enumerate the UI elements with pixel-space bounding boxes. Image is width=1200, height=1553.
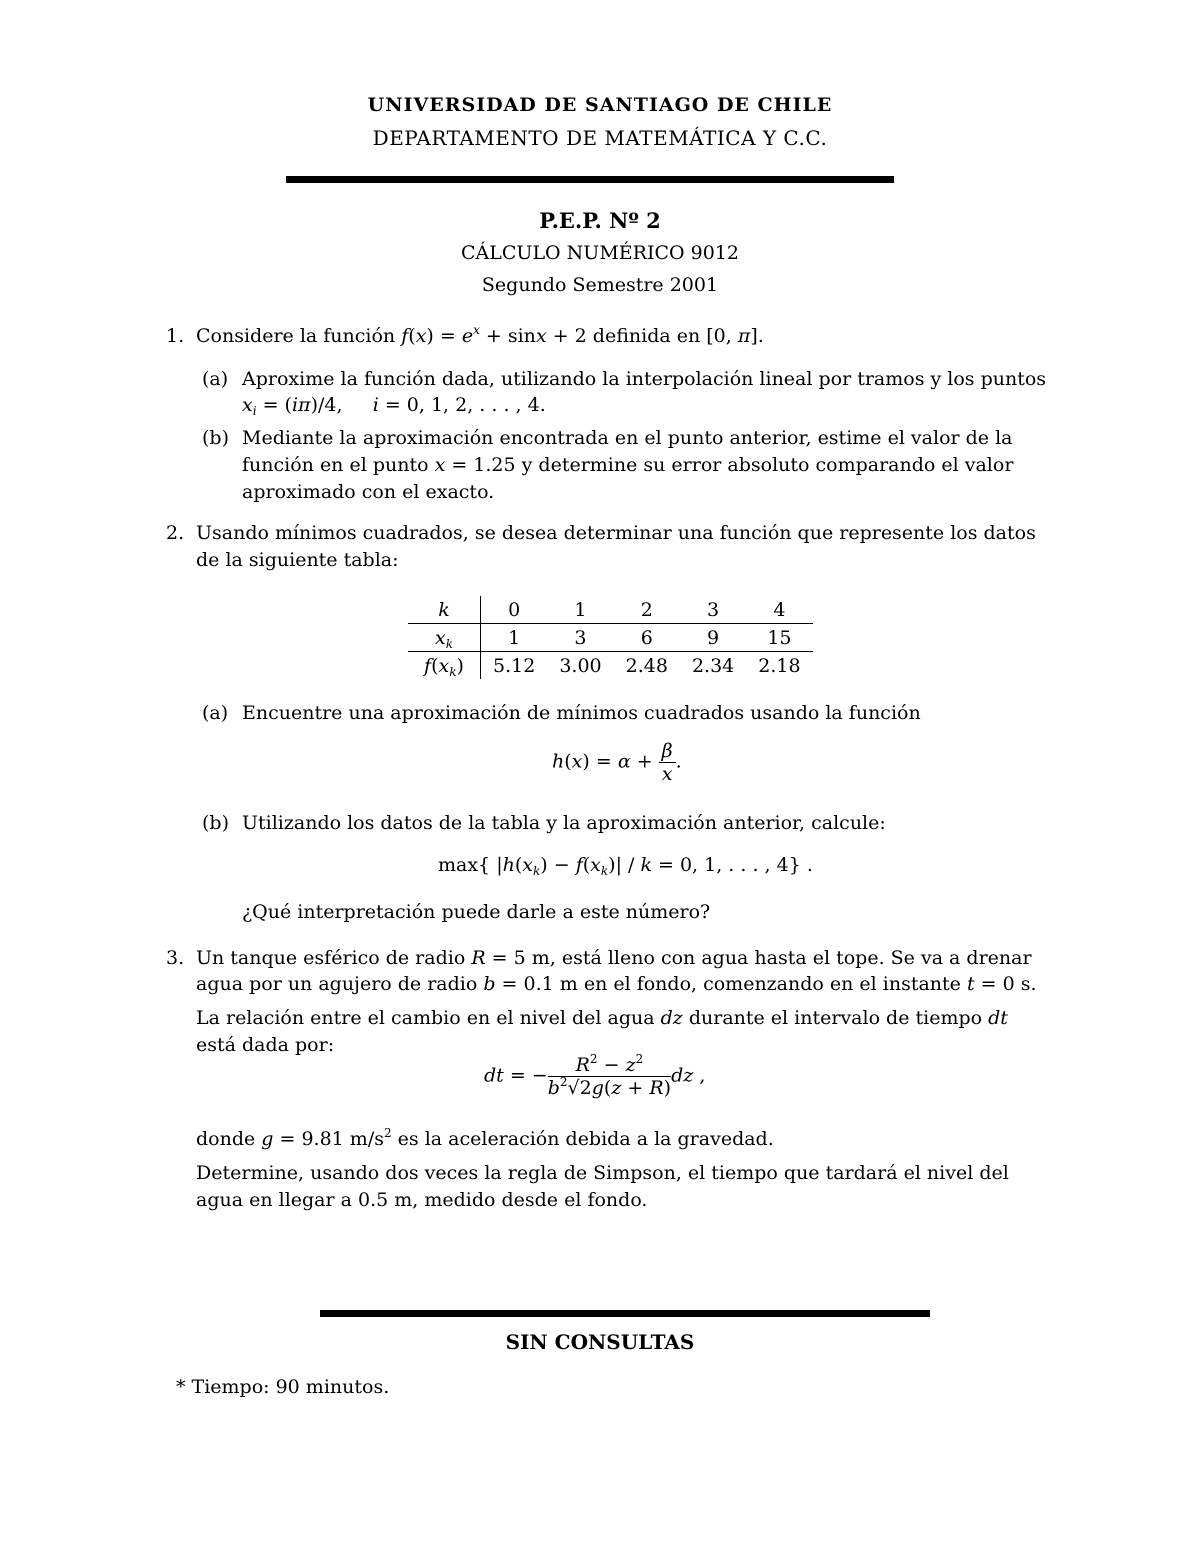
- table-cell: 4: [746, 596, 812, 624]
- problem-2b-label: (b): [202, 812, 229, 834]
- problem-2-line1: Usando mínimos cuadrados, se desea determinar una función que represente los datos: [196, 522, 1036, 544]
- table-row: [408, 596, 813, 624]
- problem-1-number: 1.: [166, 325, 185, 347]
- problem-1b-label: (b): [202, 427, 229, 449]
- semester: Segundo Semestre 2001: [481, 274, 719, 296]
- table-cell: 3: [547, 624, 613, 652]
- table-cell: 2.34: [691, 654, 735, 677]
- problem-3-line1: Un tanque esférico de radio R = 5 m, está lleno con agua hasta el tope. Se va a drenar: [196, 947, 1032, 969]
- problem-3-number: 3.: [166, 947, 185, 969]
- table-cell: 9: [680, 624, 746, 652]
- table-cell: 3: [680, 596, 746, 624]
- table-header-xk: $x_k$: [408, 624, 481, 652]
- problem-2-number: 2.: [166, 522, 185, 544]
- problem-1b-line1: Mediante la aproximación encontrada en el punto anterior, estime el valor de la: [242, 427, 1013, 449]
- problem-3-line7: agua en llegar a 0.5 m, medido desde el fondo.: [196, 1189, 648, 1211]
- table-row: [408, 652, 813, 680]
- table-cell: 3.00: [559, 654, 602, 677]
- problem-1-statement: Considere la función $f(x) = e^x + \sin x + 2$ definida en [0, π].: [196, 323, 764, 347]
- table-cell: 1: [547, 596, 613, 624]
- problem-3-line5: donde g = 9.81 $m/s^2$ es la aceleración debida a la gravedad.: [196, 1126, 774, 1150]
- table-cell: 5.12: [493, 654, 536, 677]
- problem-3-line4: está dada por:: [196, 1034, 335, 1056]
- table-cell: 2.18: [758, 654, 801, 677]
- data-table-wrapper: [408, 596, 813, 679]
- problem-1a-label: (a): [202, 368, 229, 390]
- table-cell: 2: [614, 596, 680, 624]
- table-header-k: k: [408, 596, 481, 624]
- problem-2-question: ¿Qué interpretación puede darle a este número?: [242, 901, 711, 923]
- problem-1a-text: Aproxime la función dada, utilizando la interpolación lineal por tramos y los puntos: [242, 368, 1047, 390]
- course-name: CÁLCULO NUMÉRICO 9012: [461, 242, 739, 264]
- header-rule: [286, 176, 894, 183]
- problem-3-line3: La relación entre el cambio en el nivel del agua dz durante el intervalo de tiempo dt: [196, 1007, 1008, 1029]
- data-table: [408, 596, 813, 679]
- problem-3-line6: Determine, usando dos veces la regla de Simpson, el tiempo que tardará el nivel del: [196, 1162, 1009, 1184]
- table-header-fxk: $f(x_k)$: [408, 652, 481, 680]
- footer-time: * Tiempo: 90 minutos.: [176, 1376, 390, 1398]
- department-name: DEPARTAMENTO DE MATEMÁTICA Y C.C.: [372, 126, 828, 150]
- formula-max: max{ $|h(x_k) - f(x_k)| / k = 0$, 1, . . . , 4} .: [438, 854, 813, 878]
- table-cell: 2.48: [625, 654, 668, 677]
- table-cell: 0: [481, 596, 548, 624]
- footer-rule: [320, 1310, 930, 1317]
- problem-1b-line2: función en el punto x = 1.25 y determine su error absoluto comparando el valor: [242, 454, 1014, 476]
- problem-2-line2: de la siguiente tabla:: [196, 549, 399, 571]
- exam-title: P.E.P. Nº 2: [539, 208, 661, 233]
- table-cell: 1: [481, 624, 548, 652]
- table-row: [408, 624, 813, 652]
- problem-1b-line3: aproximado con el exacto.: [242, 481, 495, 503]
- problem-1a-points: $x_i = (i\pi)/4$, i = 0, 1, 2, . . . , 4.: [242, 394, 546, 418]
- formula-dt: dt = − $\frac{R^2 - z^2}{b^2√2g(z + R)}$ dz ,: [484, 1052, 706, 1099]
- problem-3-line2: agua por un agujero de radio b = 0.1 m en el fondo, comenzando en el instante t = 0 s.: [196, 973, 1037, 995]
- university-name: UNIVERSIDAD DE SANTIAGO DE CHILE: [367, 94, 833, 116]
- table-cell: 6: [614, 624, 680, 652]
- problem-2b-text: Utilizando los datos de la tabla y la aproximación anterior, calcule:: [242, 812, 886, 834]
- table-cell: 15: [746, 624, 812, 652]
- problem-2a-text: Encuentre una aproximación de mínimos cuadrados usando la función: [242, 702, 921, 724]
- formula-h: h(x) = α + $\frac{\beta}{x}$ .: [552, 740, 682, 785]
- footer-notice: SIN CONSULTAS: [505, 1330, 695, 1354]
- problem-2a-label: (a): [202, 702, 229, 724]
